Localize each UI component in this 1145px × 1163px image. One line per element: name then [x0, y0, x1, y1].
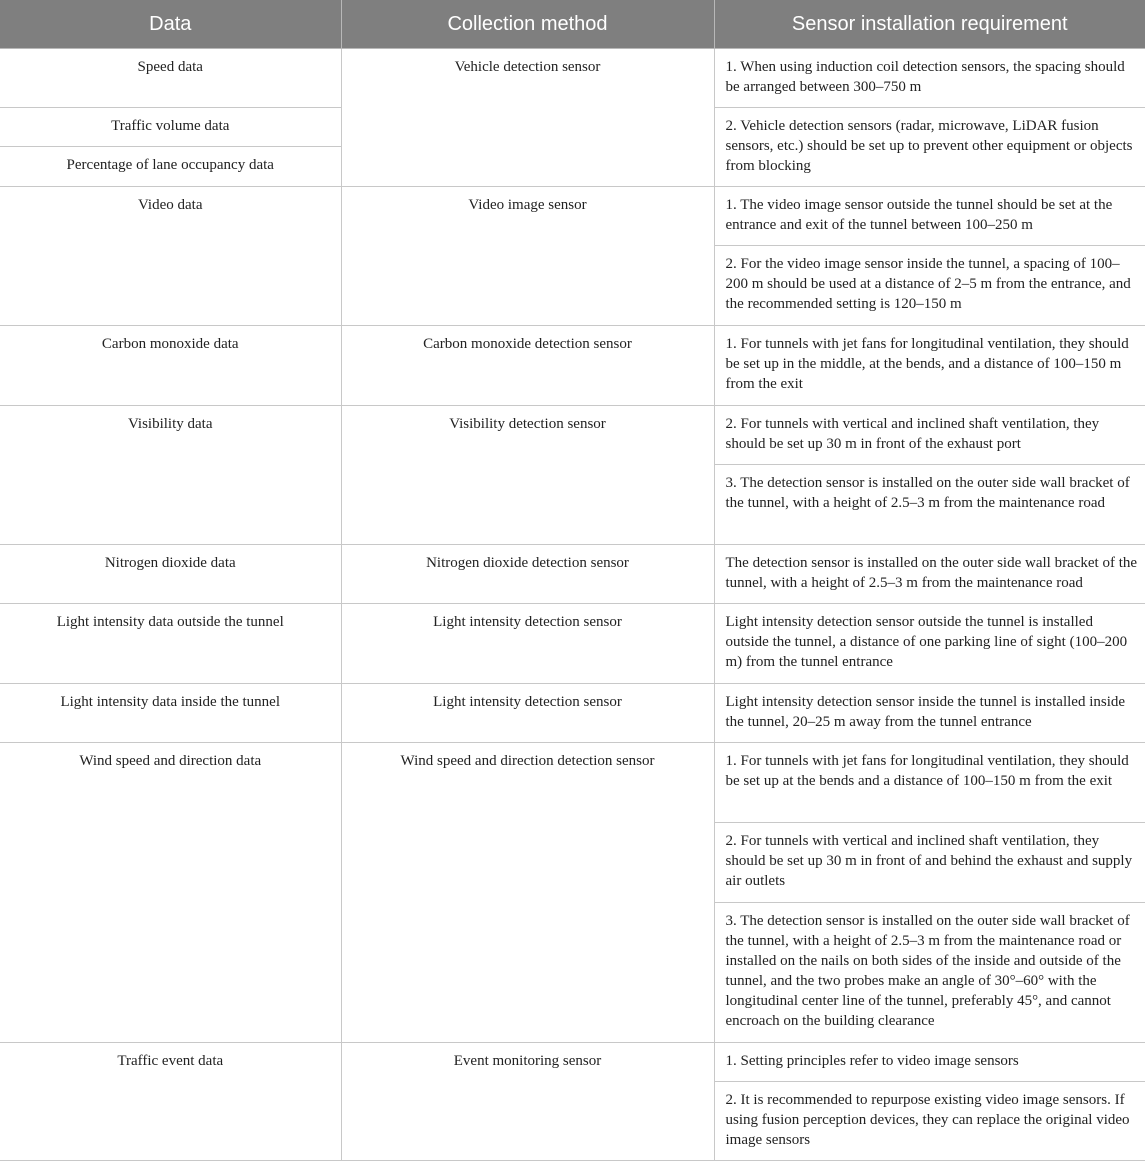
data-cell: Percentage of lane occupancy data	[0, 147, 341, 187]
requirement-cell: 2. For tunnels with vertical and inclined shaft ventilation, they should be set up 30 m in front of the exhaust port	[714, 406, 1145, 465]
data-cell: Light intensity data inside the tunnel	[0, 684, 341, 743]
data-cell: Video data	[0, 187, 341, 326]
data-cell: Carbon monoxide data	[0, 326, 341, 406]
table-row	[0, 545, 1145, 604]
method-cell: Light intensity detection sensor	[341, 684, 714, 743]
table-row	[0, 187, 1145, 246]
data-cell: Visibility data	[0, 406, 341, 545]
requirement-cell: 2. For tunnels with vertical and inclined shaft ventilation, they should be set up 30 m in front of and behind the exhaust and supply air outlets	[714, 823, 1145, 903]
method-cell: Wind speed and direction detection sensor	[341, 743, 714, 1043]
requirement-cell: 1. When using induction coil detection sensors, the spacing should be arranged between 300–750 m	[714, 49, 1145, 108]
header-collection-method: Collection method	[341, 0, 714, 49]
data-cell: Nitrogen dioxide data	[0, 545, 341, 604]
requirement-cell: 2. For the video image sensor inside the tunnel, a spacing of 100–200 m should be used at a distance of 2–5 m from the entrance, and the recommended setting is 120–150 m	[714, 246, 1145, 326]
table-row	[0, 604, 1145, 684]
table-row	[0, 326, 1145, 406]
data-cell: Wind speed and direction data	[0, 743, 341, 1043]
requirement-cell: 3. The detection sensor is installed on the outer side wall bracket of the tunnel, with a height of 2.5–3 m from the maintenance road or installed on the nails on both sides of the inside and outside of the tunnel, and the two probes make an angle of 30°–60° with the longitudinal center line of the tunnel, preferably 45°, and cannot encroach on the building clearance	[714, 903, 1145, 1043]
method-cell: Event monitoring sensor	[341, 1043, 714, 1161]
method-cell: Light intensity detection sensor	[341, 604, 714, 684]
header-row	[0, 0, 1145, 49]
method-cell: Vehicle detection sensor	[341, 49, 714, 187]
requirement-cell: 2. It is recommended to repurpose existing video image sensors. If using fusion perception devices, they can replace the original video image sensors	[714, 1082, 1145, 1161]
requirement-cell: The detection sensor is installed on the outer side wall bracket of the tunnel, with a height of 2.5–3 m from the maintenance road	[714, 545, 1145, 604]
data-cell: Traffic volume data	[0, 108, 341, 147]
data-cell: Traffic event data	[0, 1043, 341, 1161]
table-row	[0, 684, 1145, 743]
data-cell: Light intensity data outside the tunnel	[0, 604, 341, 684]
method-cell: Nitrogen dioxide detection sensor	[341, 545, 714, 604]
requirement-cell: Light intensity detection sensor inside the tunnel is installed inside the tunnel, 20–25 m away from the tunnel entrance	[714, 684, 1145, 743]
data-cell: Speed data	[0, 49, 341, 108]
method-cell: Carbon monoxide detection sensor	[341, 326, 714, 406]
method-cell: Video image sensor	[341, 187, 714, 326]
table-row	[0, 49, 1145, 108]
requirement-cell: Light intensity detection sensor outside the tunnel is installed outside the tunnel, a distance of one parking line of sight (100–200 m) from the tunnel entrance	[714, 604, 1145, 684]
requirement-cell: 3. The detection sensor is installed on the outer side wall bracket of the tunnel, with a height of 2.5–3 m from the maintenance road	[714, 465, 1145, 545]
table-row	[0, 743, 1145, 823]
table-row	[0, 1043, 1145, 1082]
requirement-cell: 2. Vehicle detection sensors (radar, microwave, LiDAR fusion sensors, etc.) should be set up to prevent other equipment or objects from blocking	[714, 108, 1145, 187]
header-data: Data	[0, 0, 341, 49]
method-cell: Visibility detection sensor	[341, 406, 714, 545]
table-row	[0, 406, 1145, 465]
requirement-cell: 1. The video image sensor outside the tunnel should be set at the entrance and exit of the tunnel between 100–250 m	[714, 187, 1145, 246]
requirement-cell: 1. Setting principles refer to video image sensors	[714, 1043, 1145, 1082]
header-installation-requirement: Sensor installation requirement	[714, 0, 1145, 49]
requirement-cell: 1. For tunnels with jet fans for longitudinal ventilation, they should be set up at the bends and a distance of 100–150 m from the exit	[714, 743, 1145, 823]
requirement-cell: 1. For tunnels with jet fans for longitudinal ventilation, they should be set up in the middle, at the bends, and a distance of 100–150 m from the exit	[714, 326, 1145, 406]
